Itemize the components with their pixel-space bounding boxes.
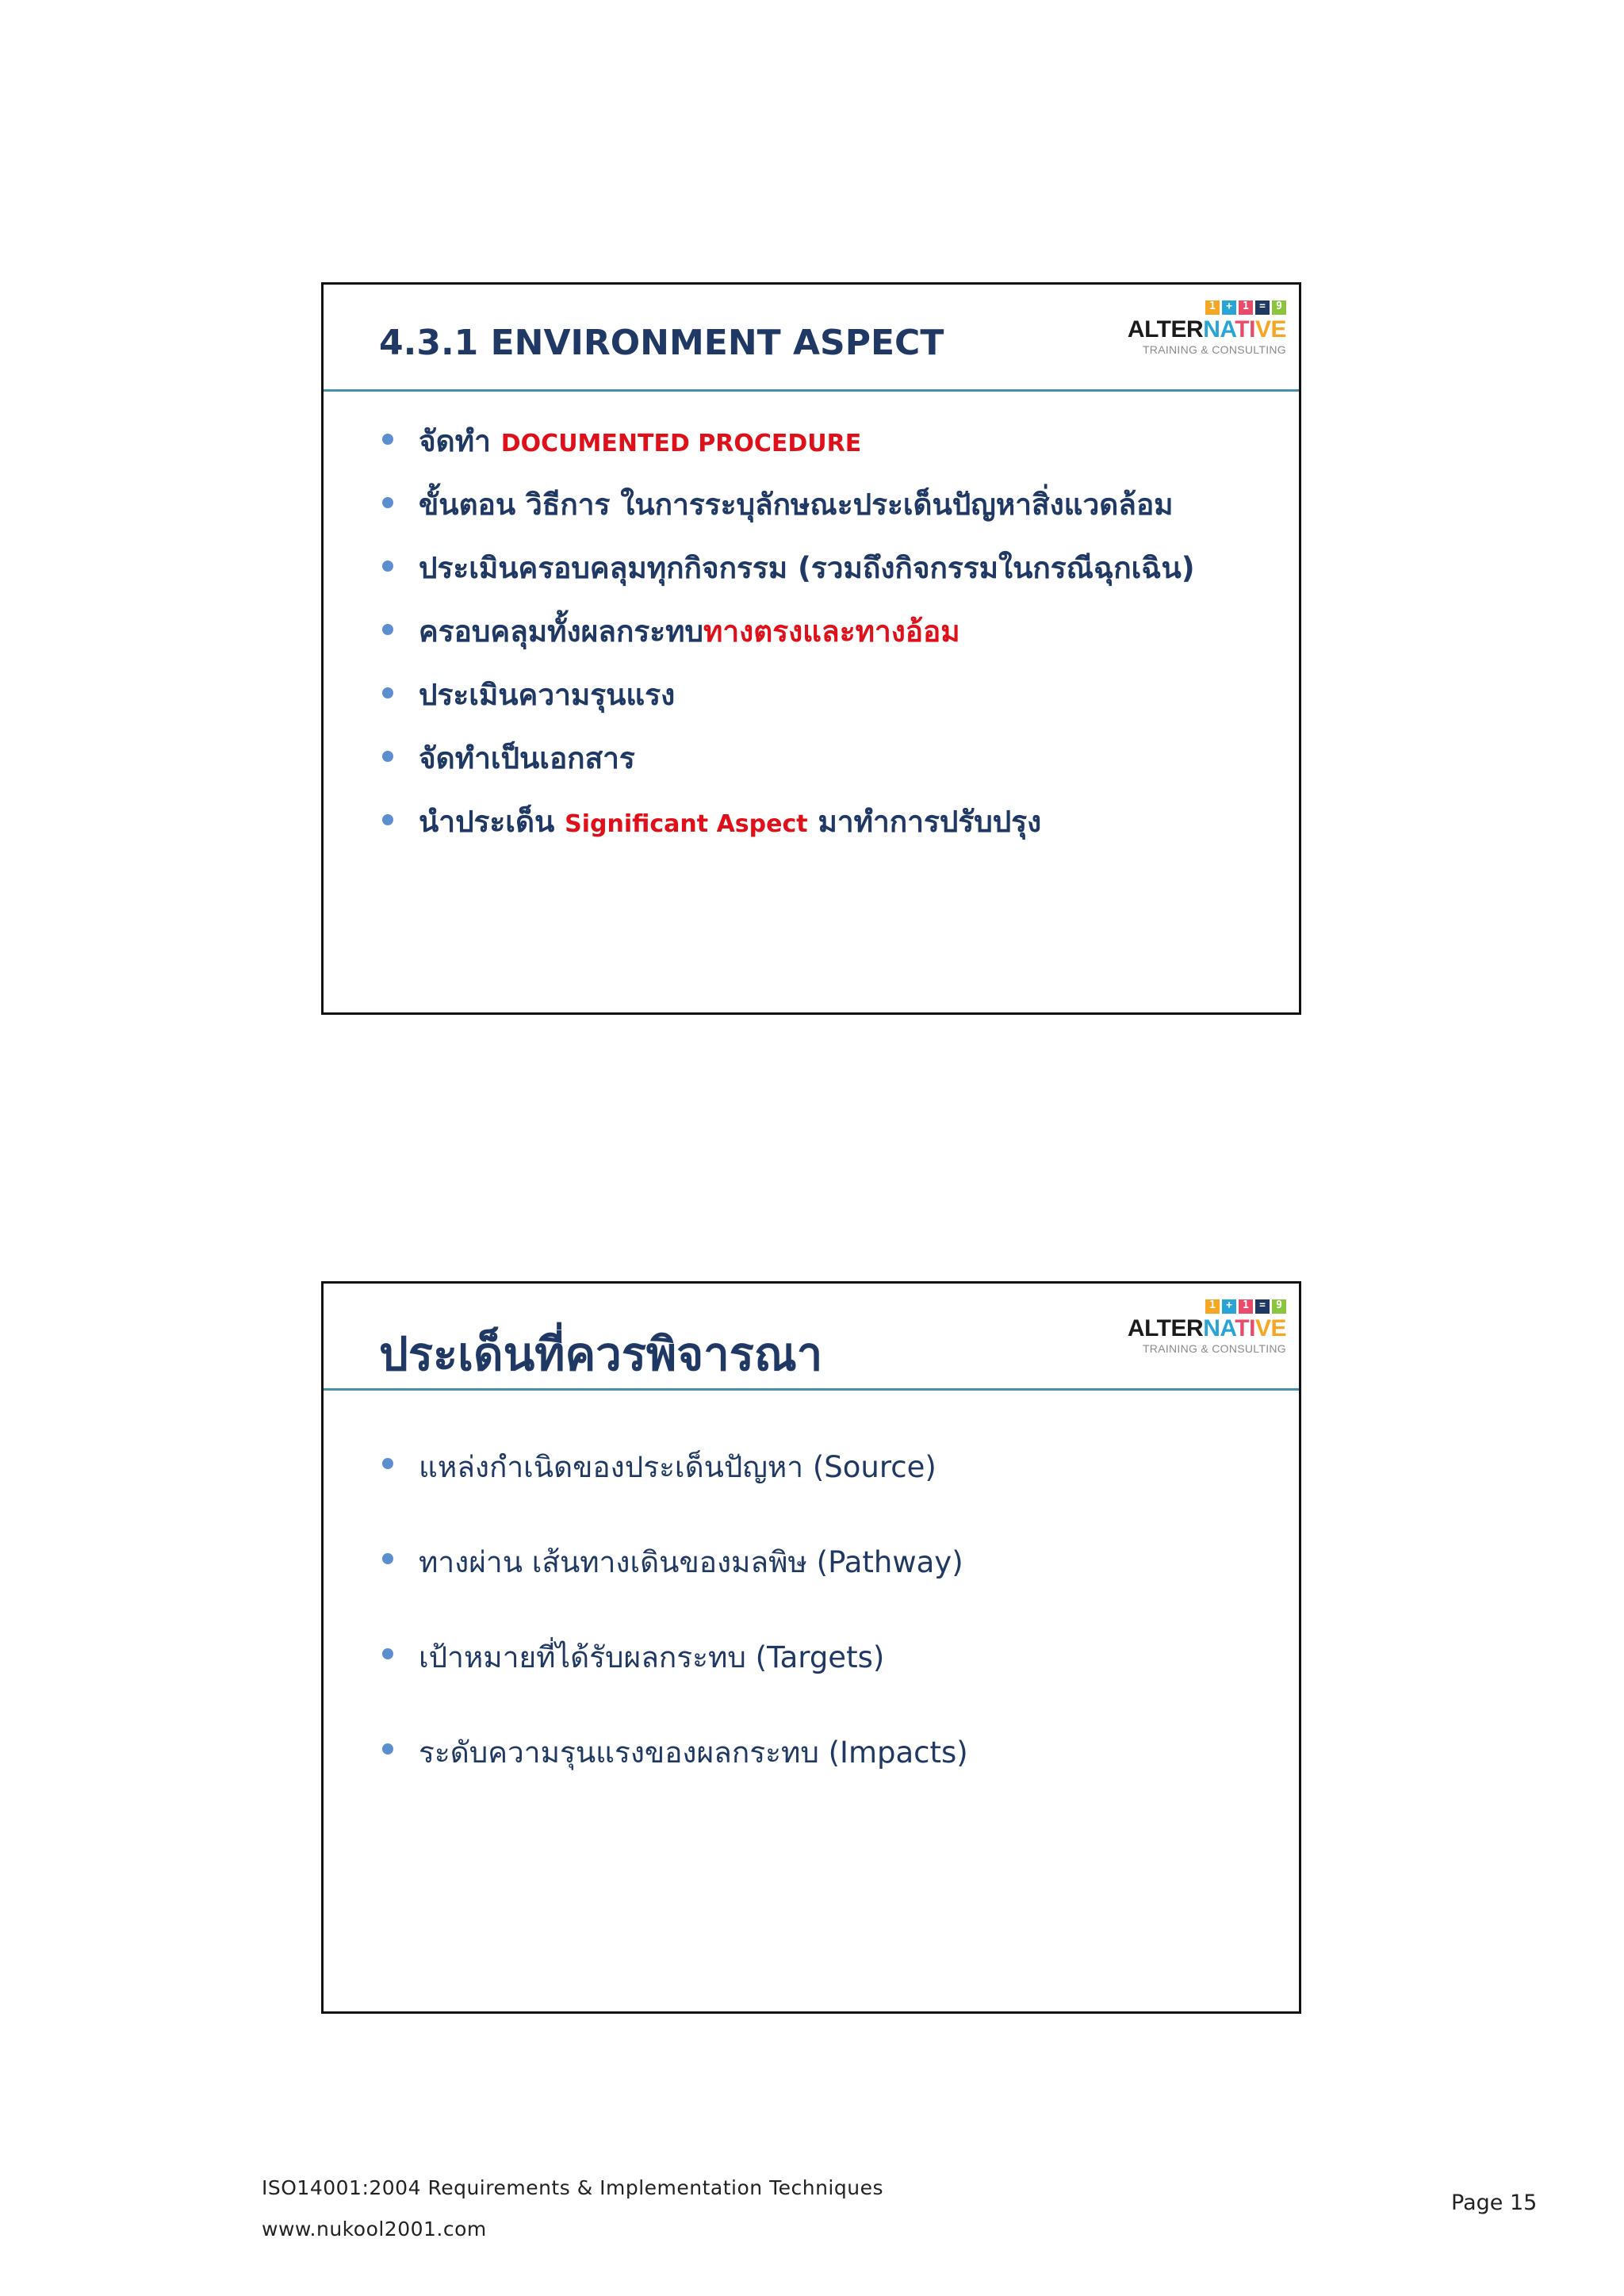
slide-environment-aspect	[321, 282, 1301, 1015]
logo-digit: +	[1222, 300, 1236, 315]
list-item: ประเมินครอบคลุมทุกกิจกรรม (รวมถึงกิจกรรมในกรณีฉุกเฉิน)	[379, 546, 1195, 610]
logo-digit: =	[1255, 300, 1270, 315]
bullet-icon	[382, 1553, 393, 1564]
title-divider	[324, 389, 1299, 392]
list-item: ประเมินความรุนแรง	[379, 673, 1195, 737]
list-item: จัดทำ DOCUMENTED PROCEDURE	[379, 419, 1195, 483]
logo-digit: =	[1255, 1299, 1270, 1314]
list-item: ระดับความรุนแรงของผลกระทบ (Impacts)	[379, 1728, 968, 1823]
bullet-list	[379, 419, 1195, 863]
footer-document-title: ISO14001:2004 Requirements & Implementation Techniques	[262, 2176, 883, 2199]
logo-wordmark: ALTERNATIVE	[1127, 1315, 1286, 1341]
bullet-icon	[382, 1743, 393, 1755]
list-item: แหล่งกำเนิดของประเด็นปัญหา (Source)	[379, 1442, 968, 1537]
logo-digit-boxes	[1205, 1299, 1286, 1314]
bullet-icon	[382, 561, 393, 572]
logo-digit: 9	[1272, 300, 1286, 315]
list-item: จัดทำเป็นเอกสาร	[379, 737, 1195, 800]
alternative-logo	[1127, 300, 1286, 356]
bullet-icon	[382, 434, 393, 445]
slide-title: ประเด็นที่ควรพิจารณา	[379, 1327, 823, 1381]
logo-subtitle: TRAINING & CONSULTING	[1142, 1342, 1286, 1355]
logo-wordmark: ALTERNATIVE	[1127, 316, 1286, 342]
logo-digit: +	[1222, 1299, 1236, 1314]
list-item: ทางผ่าน เส้นทางเดินของมลพิษ (Pathway)	[379, 1537, 968, 1632]
slide-title: 4.3.1 ENVIRONMENT ASPECT	[379, 323, 944, 363]
title-divider	[324, 1388, 1299, 1391]
page-number: Page 15	[1451, 2191, 1538, 2215]
bullet-list	[379, 1442, 968, 1823]
logo-digit: 1	[1239, 1299, 1253, 1314]
logo-digit: 1	[1205, 1299, 1220, 1314]
logo-subtitle: TRAINING & CONSULTING	[1142, 343, 1286, 356]
list-item: นำประเด็น Significant Aspect มาทำการปรับปรุง	[379, 800, 1195, 863]
bullet-icon	[382, 751, 393, 762]
bullet-icon	[382, 814, 393, 825]
bullet-icon	[382, 687, 393, 698]
logo-digit-boxes	[1205, 300, 1286, 315]
logo-digit: 1	[1239, 300, 1253, 315]
list-item: ครอบคลุมทั้งผลกระทบทางตรงและทางอ้อม	[379, 610, 1195, 673]
list-item: เป้าหมายที่ได้รับผลกระทบ (Targets)	[379, 1632, 968, 1728]
bullet-icon	[382, 624, 393, 635]
slide-considerations	[321, 1281, 1301, 2014]
alternative-logo	[1127, 1299, 1286, 1355]
logo-digit: 9	[1272, 1299, 1286, 1314]
bullet-icon	[382, 1458, 393, 1469]
bullet-icon	[382, 1648, 393, 1659]
list-item: ขั้นตอน วิธีการ ในการระบุลักษณะประเด็นปัญหาสิ่งแวดล้อม	[379, 483, 1195, 546]
bullet-icon	[382, 497, 393, 508]
footer-website: www.nukool2001.com	[262, 2218, 487, 2241]
logo-digit: 1	[1205, 300, 1220, 315]
